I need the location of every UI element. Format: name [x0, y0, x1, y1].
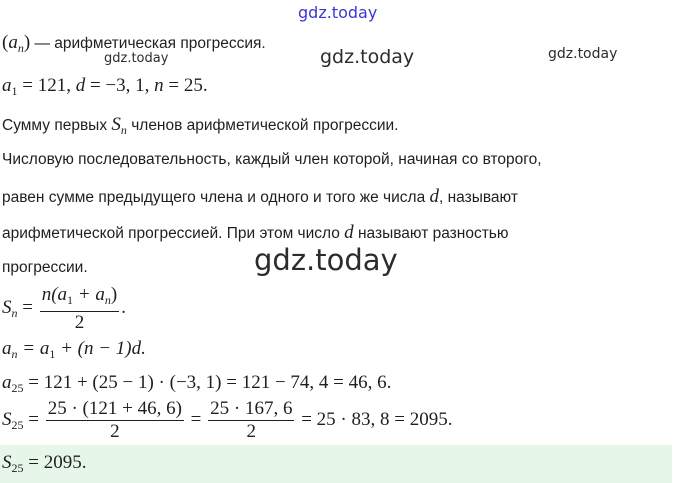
task-line: Сумму первых $S_n$ членов арифметической прогрессии.	[2, 114, 399, 137]
s25-calculation: $S_{25}$ = $\frac{25 \cdot (121 + 46, 6)}{2}$ = $\frac{25 \cdot 167, 6}{2}$ = 25 · 83, 8 = 2095.	[2, 398, 453, 442]
definition-line: $(a_n)$ — арифметическая прогрессия.	[2, 32, 266, 55]
sum-formula-fraction: $\frac{n(a_1 + a_n)}{2}$	[41, 284, 118, 333]
answer-box	[0, 445, 672, 483]
s25-fraction-1: $\frac{25 \cdot (121 + 46, 6)}{2}$	[47, 398, 182, 442]
watermark-small-1: gdz.today	[104, 51, 169, 66]
a25-calculation: $a_{25} = 121 + (25 - 1) \cdot (-3$, 1) = 121 − 74, 4 = 46, 6.	[2, 372, 392, 395]
theory-line-2: равен сумме предыдущего члена и одного и того же числа d, называют	[2, 186, 518, 207]
nth-term-formula: $a_n = a_1 + (n - 1)d$.	[2, 338, 146, 361]
theory-line-1: Числовую последовательность, каждый член которой, начиная со второго,	[2, 151, 542, 168]
given-values-line: $a_1 = 121$, d = −3, 1, n = 25.	[2, 75, 208, 98]
watermark-big: gdz.today	[254, 243, 398, 277]
s25-fraction-2: $\frac{25 \cdot 167, 6}{2}$	[210, 398, 293, 442]
sum-formula: $S_n$ = $\frac{n(a_1 + a_n)}{2}$ .	[2, 284, 126, 333]
watermark-medium-1: gdz.today	[320, 46, 415, 68]
answer-text: $S_{25} = 2095$.	[2, 452, 87, 475]
watermark-small-2: gdz.today	[548, 46, 618, 62]
watermark-top: gdz.today	[298, 3, 378, 22]
theory-line-3: арифметической прогрессией. При этом число d называют разностью	[2, 222, 509, 243]
theory-line-4: прогрессии.	[2, 259, 88, 276]
